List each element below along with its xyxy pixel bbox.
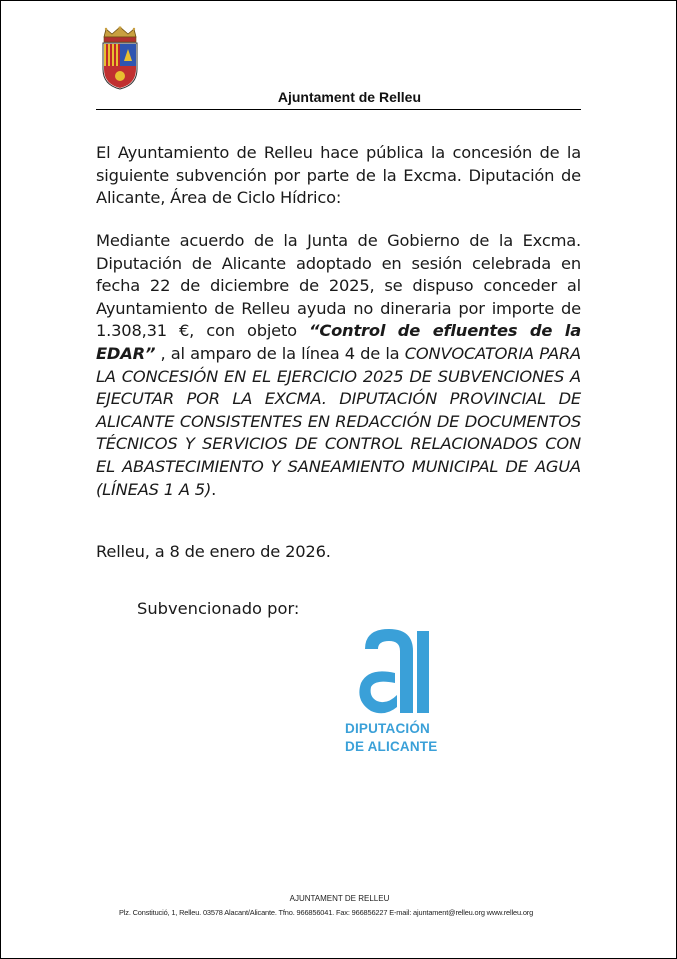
logo-text-line1: DIPUTACIÓN: [345, 721, 430, 736]
place-date: Relleu, a 8 de enero de 2026.: [96, 542, 331, 561]
footer-title: AJUNTAMENT DE RELLEU: [289, 894, 390, 903]
footer-address: Plz. Constitució, 1, Relleu. 03578 Alacant/Alicante. Tfno. 966856041. Fax: 966856227 E-mail: ajuntament@relleu.org www.relleu.org: [119, 908, 534, 917]
convocatoria-title: CONVOCATORIA PARA LA CONCESIÓN EN EL EJERCICIO 2025 DE SUBVENCIONES A EJECUTAR POR LA EXCMA. DIPUTACIÓN PROVINCIAL DE ALICANTE CONSISTENTES EN REDACCIÓN DE DOCUMENTOS TÉCNICOS Y SERVICIOS DE CONTROL RELACIONADOS CON EL ABASTECIMIENTO Y SANEAMIENTO MUNICIPAL DE AGUA (LÍNEAS 1 A 5): [96, 343, 581, 499]
document-header: Ajuntament de Relleu: [277, 89, 421, 105]
agreement-text-mid: , al amparo de la línea 4 de la: [155, 343, 405, 363]
agreement-text-end: .: [211, 479, 217, 499]
intro-paragraph: El Ayuntamiento de Relleu hace pública la concesión de la siguiente subvención por parte de la Excma. Diputación de Alicante, Área de Ciclo Hídrico:: [96, 143, 581, 208]
logo-text-line2: DE ALICANTE: [345, 739, 438, 754]
subsidy-object: “Control de efluentes de la EDAR”: [96, 321, 581, 363]
agreement-text-start: Mediante acuerdo de la Junta de Gobierno de la Excma. Diputación de Alicante adoptado en sesión celebrada en fecha 22 de diciembre de 2025, se dispuso conceder al Ayuntamiento de Relleu ayuda no dineraria por importe de 1.308,31 €, con objeto: [96, 231, 581, 341]
header-divider: [96, 109, 581, 110]
subsidized-by-label: Subvencionado por:: [137, 599, 300, 618]
agreement-paragraph: [96, 230, 581, 501]
coat-of-arms-icon: [98, 25, 142, 91]
